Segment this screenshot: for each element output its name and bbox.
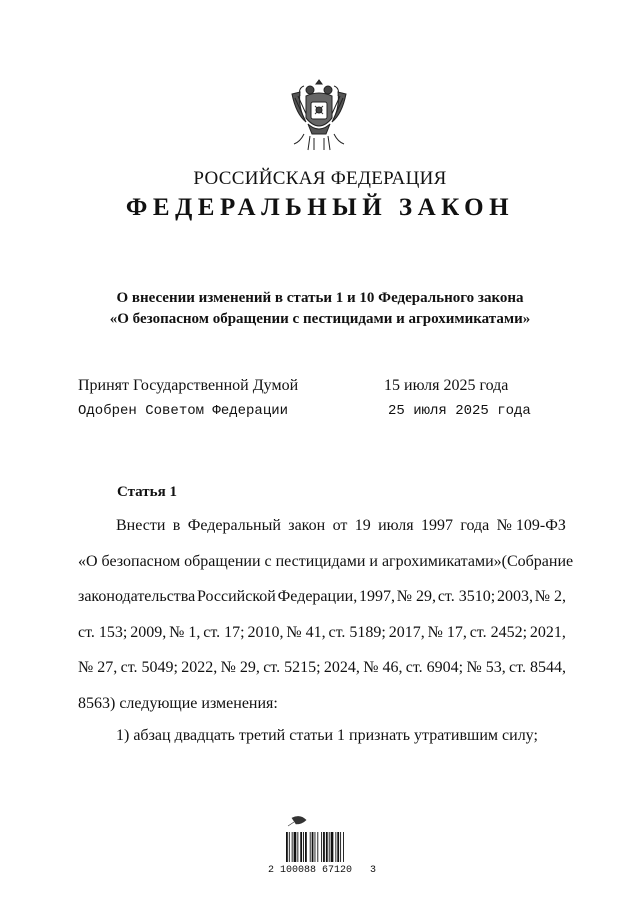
body-word: ст. 8544,	[509, 659, 566, 676]
body-line	[78, 552, 574, 588]
body-line	[78, 623, 566, 659]
body-word: (Собрание	[501, 552, 574, 570]
approved-date: 25 июля 2025 года	[388, 403, 531, 419]
body-word: июля	[378, 517, 414, 534]
adopted-date: 15 июля 2025 года	[384, 377, 509, 394]
body-word: 1997	[420, 517, 453, 534]
body-word: «О безопасном обращении с пестицидами и агрохимикатами»	[78, 552, 502, 570]
body-word: № 41,	[286, 623, 326, 641]
body-word: 2021,	[529, 623, 566, 641]
law-title-line-1: О внесении изменений в статьи 1 и 10 Федерального закона	[116, 290, 524, 306]
body-word: 8563) следующие изменения:	[78, 694, 278, 712]
body-word: 2022,	[181, 659, 218, 676]
body-line	[78, 587, 566, 623]
article-heading: Статья 1	[117, 484, 177, 500]
body-word: 2024,	[323, 659, 360, 676]
body-word: закон	[288, 517, 326, 534]
law-title-line-2: «О безопасном обращении с пестицидами и агрохимикатами»	[109, 311, 531, 327]
barcode-number: 2 100088 67120 3	[267, 865, 377, 876]
body-word: 2009,	[130, 623, 167, 641]
body-word: № 46,	[363, 659, 403, 676]
body-word: Внести	[116, 517, 166, 534]
article-body	[78, 516, 574, 729]
body-word: 2010,	[247, 623, 284, 641]
body-word: № 2,	[534, 588, 566, 605]
body-word: 2003,	[496, 588, 533, 605]
body-word: от	[332, 517, 348, 534]
adopted-label: Принят Государственной Думой	[78, 377, 299, 394]
body-word: ст. 17;	[203, 623, 245, 641]
body-word: № 17,	[427, 623, 467, 641]
body-word: № 109-ФЗ	[496, 517, 566, 534]
amendment-item-1: 1) абзац двадцать третий статьи 1 признать утратившим силу;	[116, 727, 538, 744]
body-word: ст. 3510;	[437, 588, 496, 605]
body-word: ст. 5049;	[120, 659, 178, 676]
body-word: 2017,	[388, 623, 425, 641]
country-name: РОССИЙСКАЯ ФЕДЕРАЦИЯ	[193, 168, 447, 189]
body-line	[78, 658, 566, 694]
body-word: года	[460, 517, 490, 534]
body-word: № 53,	[466, 659, 506, 676]
body-line	[78, 516, 566, 552]
approved-label: Одобрен Советом Федерации	[78, 403, 289, 419]
law-title	[60, 288, 580, 330]
body-word: 19	[354, 517, 371, 534]
body-word: ст. 2452;	[469, 623, 528, 641]
body-word: № 29,	[220, 659, 260, 676]
body-word: ст. 6904;	[405, 659, 464, 676]
body-word: Федерации,	[277, 588, 358, 605]
body-word: ст. 5215;	[263, 659, 321, 676]
body-word: в	[172, 517, 181, 534]
body-line	[78, 694, 566, 730]
body-word: ст. 5189;	[328, 623, 386, 641]
coat-of-arms-emblem	[286, 76, 352, 154]
body-word: № 1,	[169, 623, 201, 641]
body-word: Российской	[197, 588, 276, 605]
body-word: № 29,	[396, 588, 437, 605]
body-word: Федеральный	[187, 517, 281, 534]
body-word: 1997,	[359, 588, 395, 605]
document-type: ФЕДЕРАЛЬНЫЙ ЗАКОН	[125, 194, 515, 221]
body-word: законодательства	[78, 588, 196, 605]
body-word: № 27,	[78, 659, 118, 676]
body-word: ст. 153;	[78, 623, 128, 641]
